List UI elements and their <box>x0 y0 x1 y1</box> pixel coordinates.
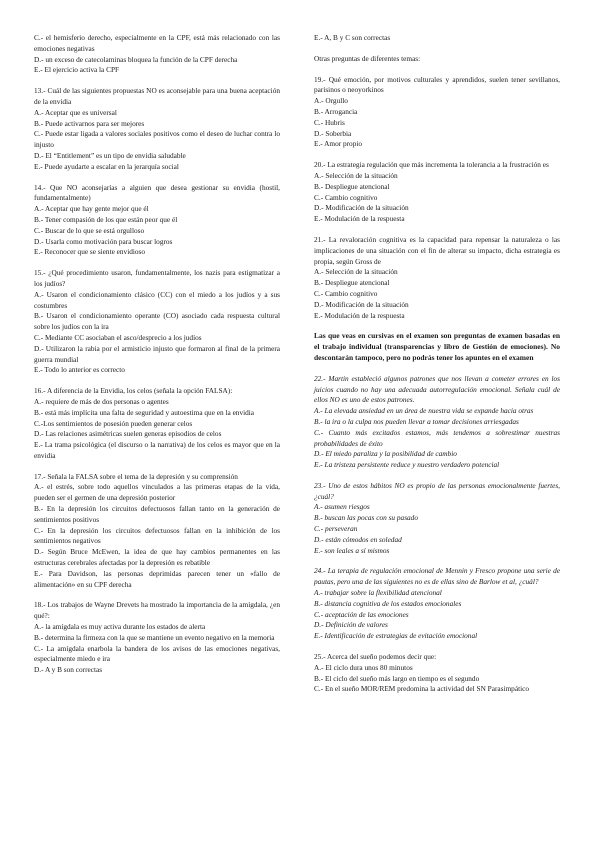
question-stem: 19.- Qué emoción, por motivos culturales y aprendidos, suelen tener sevillanos, parisinos o neoyorkinos <box>314 74 560 95</box>
question-option: E.- Todo lo anterior es correcto <box>34 365 125 375</box>
question-option: E.- La tristeza persistente reduce y nuestro verdadero potencial <box>314 460 500 470</box>
question-23 <box>314 481 560 557</box>
intro-line: C.- el hemisferio derecho, especialmente en la CPF, está más relacionado con las emociones negativas <box>34 33 280 53</box>
question-option: D.- Usarla como motivación para buscar logros <box>34 236 173 246</box>
question-option: B.- Puede activarnos para ser mejores <box>34 118 145 128</box>
question-option: C.- Mediante CC asociaban el asco/desprecio a los judíos <box>34 332 202 342</box>
question-option: A.- trabajar sobre la flexibilidad atencional <box>314 588 442 598</box>
question-stem: 24.- La terapia de regulación emocional de Mennin y Fresco propone una serie de pautas, pero una de las siguientes no es de ellas sino de Barlow et al, ¿cuál? <box>314 566 560 587</box>
question-option: E.- Modulación de la respuesta <box>314 214 405 224</box>
question-option: E.- Reconocer que se siente envidioso <box>34 247 146 257</box>
question-option: B.- Arrogancia <box>314 106 358 116</box>
question-option: D.- Modificación de la situación <box>314 299 409 309</box>
question-stem: 14.- Que NO aconsejarías a alguien que desea gestionar su envidia (hostil, fundamentalmente) <box>34 182 280 203</box>
question-option: C.- aceptación de las emociones <box>314 609 409 619</box>
question-option: D.- Definición de valores <box>314 620 388 630</box>
question-option: E.- Puede ayudarte a escalar en la jerarquía social <box>34 161 179 171</box>
question-option: E.- Modulación de la respuesta <box>314 310 405 320</box>
question-option: D.- Las relaciones asimétricas suelen generas episodios de celos <box>34 429 222 439</box>
intro-line: D.- un exceso de catecolaminas bloquea la función de la CPF derecha <box>34 54 238 64</box>
question-option: E.- Para Davidson, las personas deprimidas parecen tener un «fallo de alimentación» en su CPF derecha <box>34 568 280 589</box>
question-13 <box>34 86 280 172</box>
question-15 <box>34 268 280 376</box>
question-stem: 20.- La estrategia regulación que más incrementa la tolerancia a la frustración es <box>314 160 549 170</box>
question-option: E.- La trama psicológica (el discurso o la narrativa) de los celos es mayor que en la envidia <box>34 440 280 460</box>
question-option: A.- Aceptar que es universal <box>34 107 117 117</box>
section-title: Otras preguntas de diferentes temas: <box>314 53 421 63</box>
question-option: A.- Orgullo <box>314 96 348 106</box>
question-17 <box>34 472 280 591</box>
question-option: E.- son leales a sí mismos <box>314 545 390 555</box>
question-option: B.- determina la firmeza con la que se mantiene un evento negativo en la memoria <box>34 632 275 642</box>
intro-line: E.- El ejercicio activa la CPF <box>34 65 120 75</box>
question-option: D.- Soberbia <box>314 128 352 138</box>
question-22 <box>314 374 560 471</box>
question-option: B.- Despliegue atencional <box>314 181 390 191</box>
question-18 <box>34 600 280 676</box>
question-option: C.- Cambio cognitivo <box>314 288 378 298</box>
question-option: A.- Usaron el condicionamiento clásico (CC) con el miedo a los judíos y a sus costumbres <box>34 289 280 310</box>
question-option: C.- perseveran <box>314 524 358 534</box>
question-option: C.- Hubris <box>314 117 345 127</box>
question-option: A.- Aceptar que hay gente mejor que él <box>34 204 149 214</box>
exam-notice: Las que veas en cursivas en el examen son preguntas de examen basadas en el trabajo individual (transparencias y libro de Gestión de emociones). No descontarán tampoco, pero no podrás tener los apuntes en el examen <box>314 331 560 362</box>
question-option: B.- Tener compasión de los que están peor que él <box>34 214 178 224</box>
question-option: B.- distancia cognitiva de los estados emocionales <box>314 598 462 608</box>
question-19 <box>314 75 560 151</box>
question-stem: 21.- La revaloración cognitiva es la capacidad para repensar la naturaleza o las implicaciones de una situación con el fin de alterar su impacto, dicha estrategia es propia, según Gross de <box>314 234 560 266</box>
question-option: D.- Según Bruce McEwen, la idea de que hay cambios permanentes en las estructuras cerebrales afectadas por la depresión es rebatible <box>34 547 280 568</box>
question-option: A.- asumen riesgos <box>314 502 370 512</box>
question-option: D.- Utilizaron la rabia por el armisticio injusto que formaron al final de la primera guerra mundial <box>34 343 280 364</box>
question-option: E.- Amor propio <box>314 139 363 149</box>
question-stem: 17.- Señala la FALSA sobre el tema de la depresión y su comprensión <box>34 471 238 481</box>
question-24 <box>314 566 560 642</box>
question-option: B.- El ciclo del sueño más largo en tiempo es el segundo <box>314 673 480 683</box>
question-option: E.- Identificación de estrategias de evitación emocional <box>314 631 478 641</box>
question-stem: 18.- Los trabajos de Wayne Drevets ha mostrado la importancia de la amígdala, ¿en qué?: <box>34 600 280 621</box>
question-16 <box>34 386 280 462</box>
right-column <box>314 33 560 695</box>
question-21 <box>314 235 560 321</box>
question-option: D.- están cómodos en soledad <box>314 534 402 544</box>
question-option: A.- El ciclo dura unos 80 minutos <box>314 662 413 672</box>
question-option: B.- la ira o la culpa nos pueden llevar a tomar decisiones arriesgadas <box>314 416 519 426</box>
question-option: B.- buscan las pocas con su pasado <box>314 513 418 523</box>
question-option: A.- el estrés, sobre todo aquellos vinculados a las primeras etapas de la vida, pueden ser el germen de una depresión posterior <box>34 482 280 503</box>
question-option: B.- está más implícita una falta de seguridad y autoestima que en la envidia <box>34 407 255 417</box>
question-25 <box>314 652 560 695</box>
question-option: C.- Puede estar ligada a valores sociales positivos como el deseo de luchar contra lo injusto <box>34 129 280 150</box>
question-20 <box>314 160 560 225</box>
question-option: C.- Cuanto más excitados estamos, más tendemos a sobrestimar nuestras probabilidades de éxito <box>314 427 560 448</box>
question-option: C.- Cambio cognitivo <box>314 192 378 202</box>
question-stem: 22.- Martin estableció algunos patrones que nos llevan a cometer errores en los juicios cuando no hay una adecuada autorregulación emocional. Señala cuál de ellos NO es uno de estos patrones. <box>314 373 560 405</box>
question-option: A.- la amígdala es muy activa durante los estados de alerta <box>34 622 206 632</box>
option-line: E.- A, B y C son correctas <box>314 33 391 42</box>
question-option: C.- La amígdala enarbola la bandera de los avisos de las emociones negativas, especialmente miedo e ira <box>34 643 280 664</box>
question-option: A.- La elevada ansiedad en un área de nuestra vida se expande hacia otras <box>314 406 534 416</box>
question-14 <box>34 183 280 259</box>
question-option: A.- requiere de más de dos personas o agentes <box>34 396 169 406</box>
question-option: D.- El “Entitlement” es un tipo de envidia saludable <box>34 150 186 160</box>
question-option: C.- En el sueño MOR/REM predomina la actividad del SN Parasimpático <box>314 684 530 694</box>
question-option: D.- El miedo paraliza y la posibilidad de cambio <box>314 449 457 459</box>
question-stem: 16.- A diferencia de la Envidia, los celos (señala la opción FALSA): <box>34 386 233 396</box>
question-stem: 25.- Acerca del sueño podemos decir que: <box>314 652 437 662</box>
question-option: D.- Modificación de la situación <box>314 203 409 213</box>
question-option: C.-Los sentimientos de posesión pueden generar celos <box>34 418 193 428</box>
left-column <box>34 33 280 676</box>
question-option: B.- En la depresión los circuitos defectuosos fallan tanto en la generación de sentimientos positivos <box>34 504 280 524</box>
question-option: A.- Selección de la situación <box>314 170 398 180</box>
question-option: C.- Buscar de lo que se está orgulloso <box>34 225 145 235</box>
question-option: D.- A y B son correctas <box>34 665 103 675</box>
question-option: B.- Despliegue atencional <box>314 278 390 288</box>
question-stem: 23.- Uno de estos hábitos NO es propio de las personas emocionalmente fuertes, ¿cuál? <box>314 480 560 501</box>
question-option: B.- Usaron el condicionamiento operante (CO) asociado cada respuesta cultural sobre los judíos con la ira <box>34 311 280 332</box>
question-stem: 15.- ¿Qué procedimiento usaron, fundamentalmente, los nazis para estigmatizar a los judíos? <box>34 268 280 288</box>
question-option: A.- Selección de la situación <box>314 267 398 277</box>
question-option: C.- En la depresión los circuitos defectuosos fallan en la inhibición de los sentimientos negativos <box>34 525 280 546</box>
question-stem: 13.- Cuál de las siguientes propuestas NO es aconsejable para una buena aceptación de la envidia <box>34 86 280 106</box>
